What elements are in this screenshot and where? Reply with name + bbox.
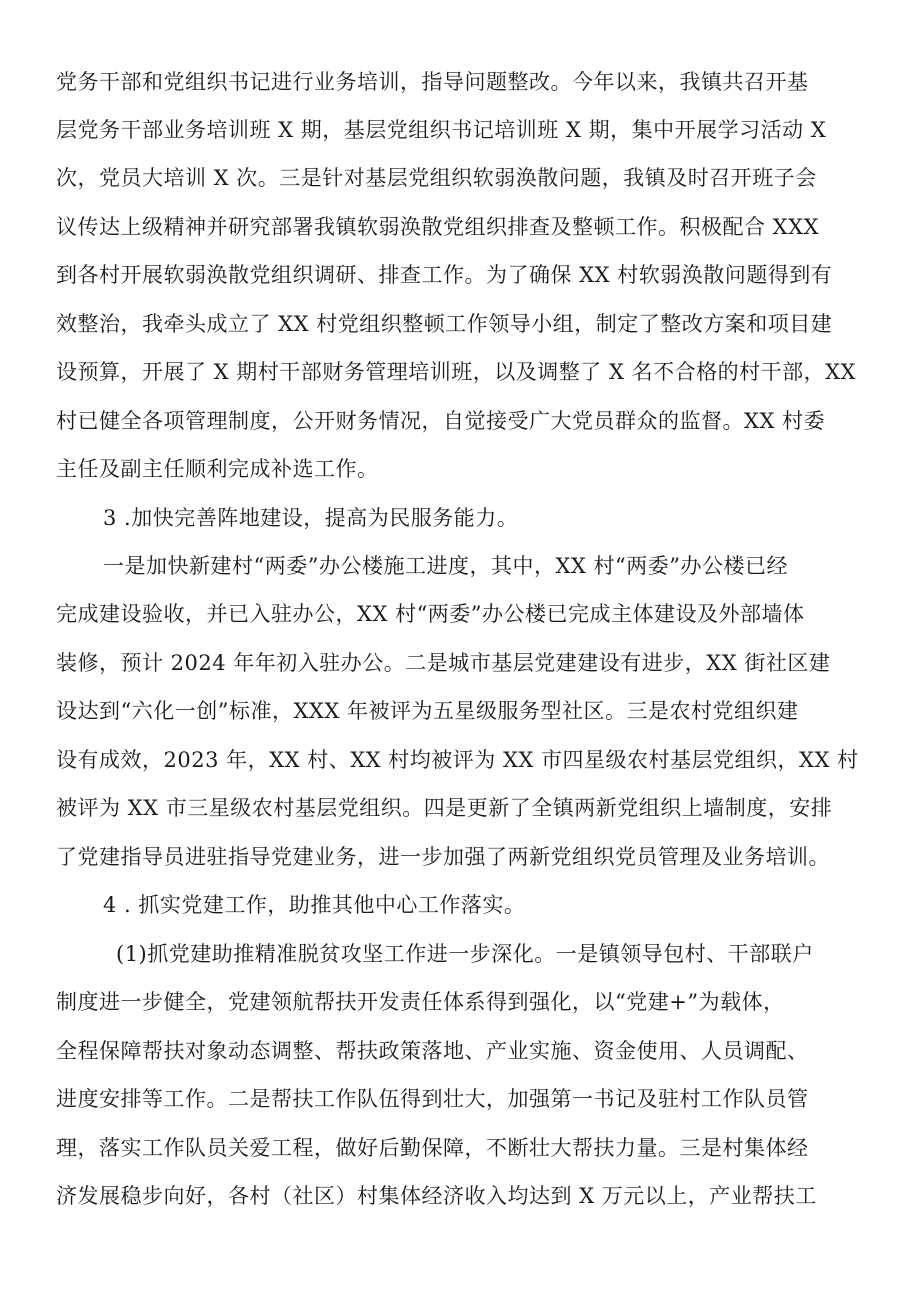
paragraph-line: 效整治，我牵头成立了 XX 村党组织整顿工作领导小组，制定了整改方案和项目建: [56, 312, 833, 336]
paragraph-line: 设达到“六化一创”标准，XXX 年被评为五星级服务型社区。三是农村党组织建: [56, 699, 799, 723]
paragraph-line: 层党务干部业务培训班 X 期，基层党组织书记培训班 X 期，集中开展学习活动 X: [56, 118, 827, 142]
paragraph-line: 党务干部和党组织书记进行业务培训，指导问题整改。今年以来，我镇共召开基: [56, 70, 809, 94]
paragraph-line: 议传达上级精神并研究部署我镇软弱涣散党组织排查及整顿工作。积极配合 XXX: [56, 215, 820, 239]
subsection-heading-1: (1)抓党建助推精准脱贫攻坚工作进一步深化。一是镇领导包村、干部联户: [116, 942, 814, 966]
paragraph-line: 完成建设验收，并已入驻办公，XX 村“两委”办公楼已完成主体建设及外部墙体: [56, 602, 805, 626]
section-heading-3: 3 .加快完善阵地建设，提高为民服务能力。: [103, 506, 519, 530]
paragraph-line: 设预算，开展了 X 期村干部财务管理培训班，以及调整了 X 名不合格的村干部，XX: [56, 360, 856, 384]
paragraph-line: 制度进一步健全，党建领航帮扶开发责任体系得到强化，以“党建+”为载体，: [56, 990, 785, 1014]
paragraph-line: 到各村开展软弱涣散党组织调研、排查工作。为了确保 XX 村软弱涣散问题得到有: [56, 263, 833, 287]
paragraph-line: 设有成效，2023 年，XX 村、XX 村均被评为 XX 市四星级农村基层党组织，XX 村: [56, 748, 859, 772]
paragraph-line: 主任及副主任顺利完成补选工作。: [56, 457, 379, 481]
paragraph-line: 村已健全各项管理制度，公开财务情况，自觉接受广大党员群众的监督。XX 村委: [56, 409, 826, 433]
paragraph-line: 济发展稳步向好，各村（社区）村集体经济收入均达到 X 万元以上，产业帮扶工: [56, 1184, 817, 1208]
paragraph-line: 进度安排等工作。二是帮扶工作队伍得到壮大，加强第一书记及驻村工作队员管: [56, 1087, 809, 1111]
paragraph-line: 被评为 XX 市三星级农村基层党组织。四是更新了全镇两新党组织上墙制度，安排: [56, 796, 833, 820]
paragraph-line: 理，落实工作队员关爱工程，做好后勤保障，不断壮大帮扶力量。三是村集体经: [56, 1136, 809, 1160]
paragraph-line: 次，党员大培训 X 次。三是针对基层党组织软弱涣散问题，我镇及时召开班子会: [56, 166, 817, 190]
paragraph-line: 一是加快新建村“两委”办公楼施工进度，其中，XX 村“两委”办公楼已经: [103, 554, 789, 578]
paragraph-line: 了党建指导员进驻指导党建业务，进一步加强了两新党组织党员管理及业务培训。: [56, 845, 830, 869]
paragraph-line: 装修，预计 2024 年年初入驻办公。二是城市基层党建建设有进步，XX 街社区建: [56, 651, 831, 675]
paragraph-line: 全程保障帮扶对象动态调整、帮扶政策落地、产业实施、资金使用、人员调配、: [56, 1039, 809, 1063]
section-heading-4: 4 . 抓实党建工作，助推其他中心工作落实。: [103, 893, 526, 917]
